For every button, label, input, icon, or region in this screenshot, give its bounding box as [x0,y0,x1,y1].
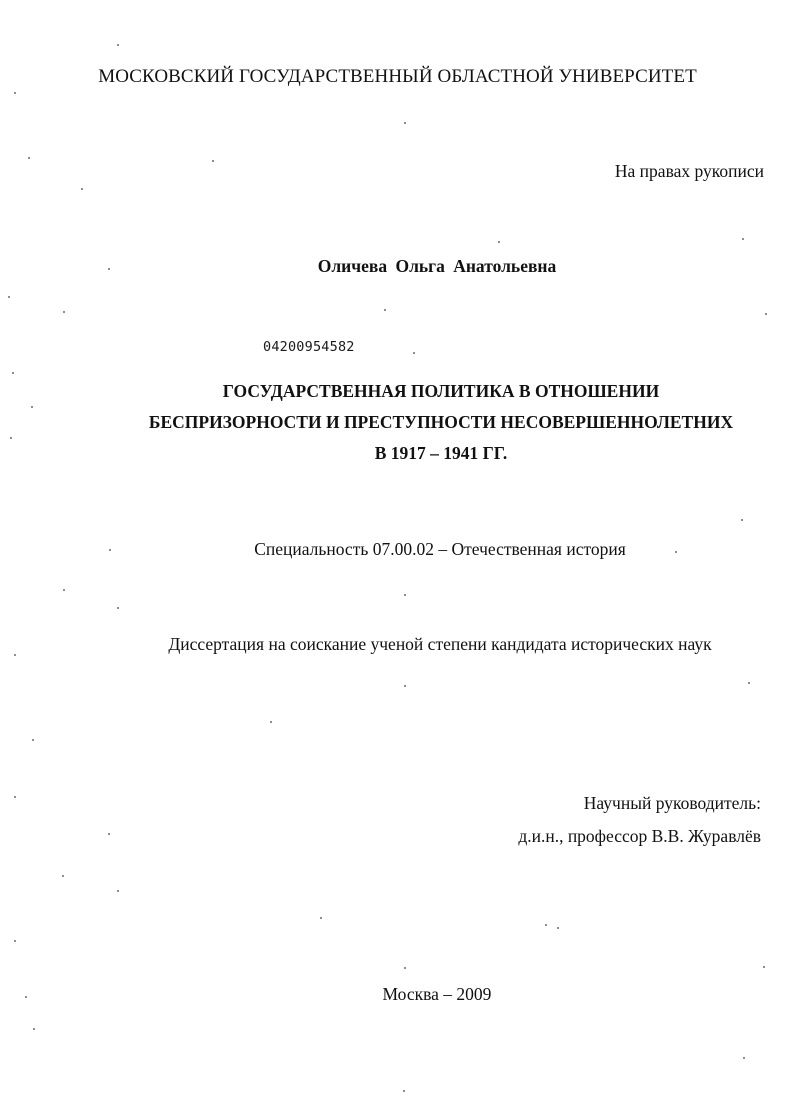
scan-speck [741,519,743,521]
dissertation-title-line-1: ГОСУДАРСТВЕННАЯ ПОЛИТИКА В ОТНОШЕНИИ [222,381,660,401]
scan-speck [25,996,27,998]
degree-statement: Диссертация на соискание ученой степени кандидата исторических наук [168,634,712,654]
scan-speck [270,721,272,723]
catalog-code: 04200954582 [263,339,355,355]
scan-speck [403,1090,405,1092]
scan-speck [404,967,406,969]
scan-speck [31,406,33,408]
scan-speck [404,594,406,596]
scan-speck [62,875,64,877]
scan-speck [117,44,119,46]
scan-speck [404,122,406,124]
scan-speck [748,682,750,684]
scan-speck [63,589,65,591]
scan-speck [320,917,322,919]
scan-speck [675,551,677,553]
scan-speck [12,372,14,374]
scan-speck [10,437,12,439]
scan-speck [765,313,767,315]
rights-note: На правах рукописи [614,161,764,181]
scan-speck [14,796,16,798]
scan-speck [14,92,16,94]
scan-speck [33,1028,35,1030]
scan-speck [28,157,30,159]
scan-speck [14,654,16,656]
supervisor-label: Научный руководитель: [583,793,761,813]
scan-speck [109,549,111,551]
scan-speck [117,607,119,609]
scan-speck [108,833,110,835]
university-name: МОСКОВСКИЙ ГОСУДАРСТВЕННЫЙ ОБЛАСТНОЙ УНИВЕРСИТЕТ [98,66,697,87]
scan-speck [108,268,110,270]
supervisor-name: д.и.н., профессор В.В. Журавлёв [518,826,761,846]
scan-speck [63,311,65,313]
scan-speck [212,160,214,162]
city-year: Москва – 2009 [382,984,492,1004]
scan-speck [8,296,10,298]
scan-speck [117,890,119,892]
scan-speck [404,685,406,687]
dissertation-title-line-2: БЕСПРИЗОРНОСТИ И ПРЕСТУПНОСТИ НЕСОВЕРШЕННОЛЕТНИХ [148,412,734,432]
author-name: Оличева Ольга Анатольевна [317,256,557,276]
scan-speck [14,940,16,942]
scan-speck [545,924,547,926]
scan-speck [742,238,744,240]
scan-speck [384,309,386,311]
scan-speck [32,739,34,741]
scan-speck [81,188,83,190]
scan-speck [743,1057,745,1059]
specialty: Специальность 07.00.02 – Отечественная история [254,539,626,559]
dissertation-title-line-3: В 1917 – 1941 ГГ. [374,443,508,463]
scan-speck [557,927,559,929]
scan-speck [498,241,500,243]
scan-speck [763,966,765,968]
scan-speck [413,352,415,354]
